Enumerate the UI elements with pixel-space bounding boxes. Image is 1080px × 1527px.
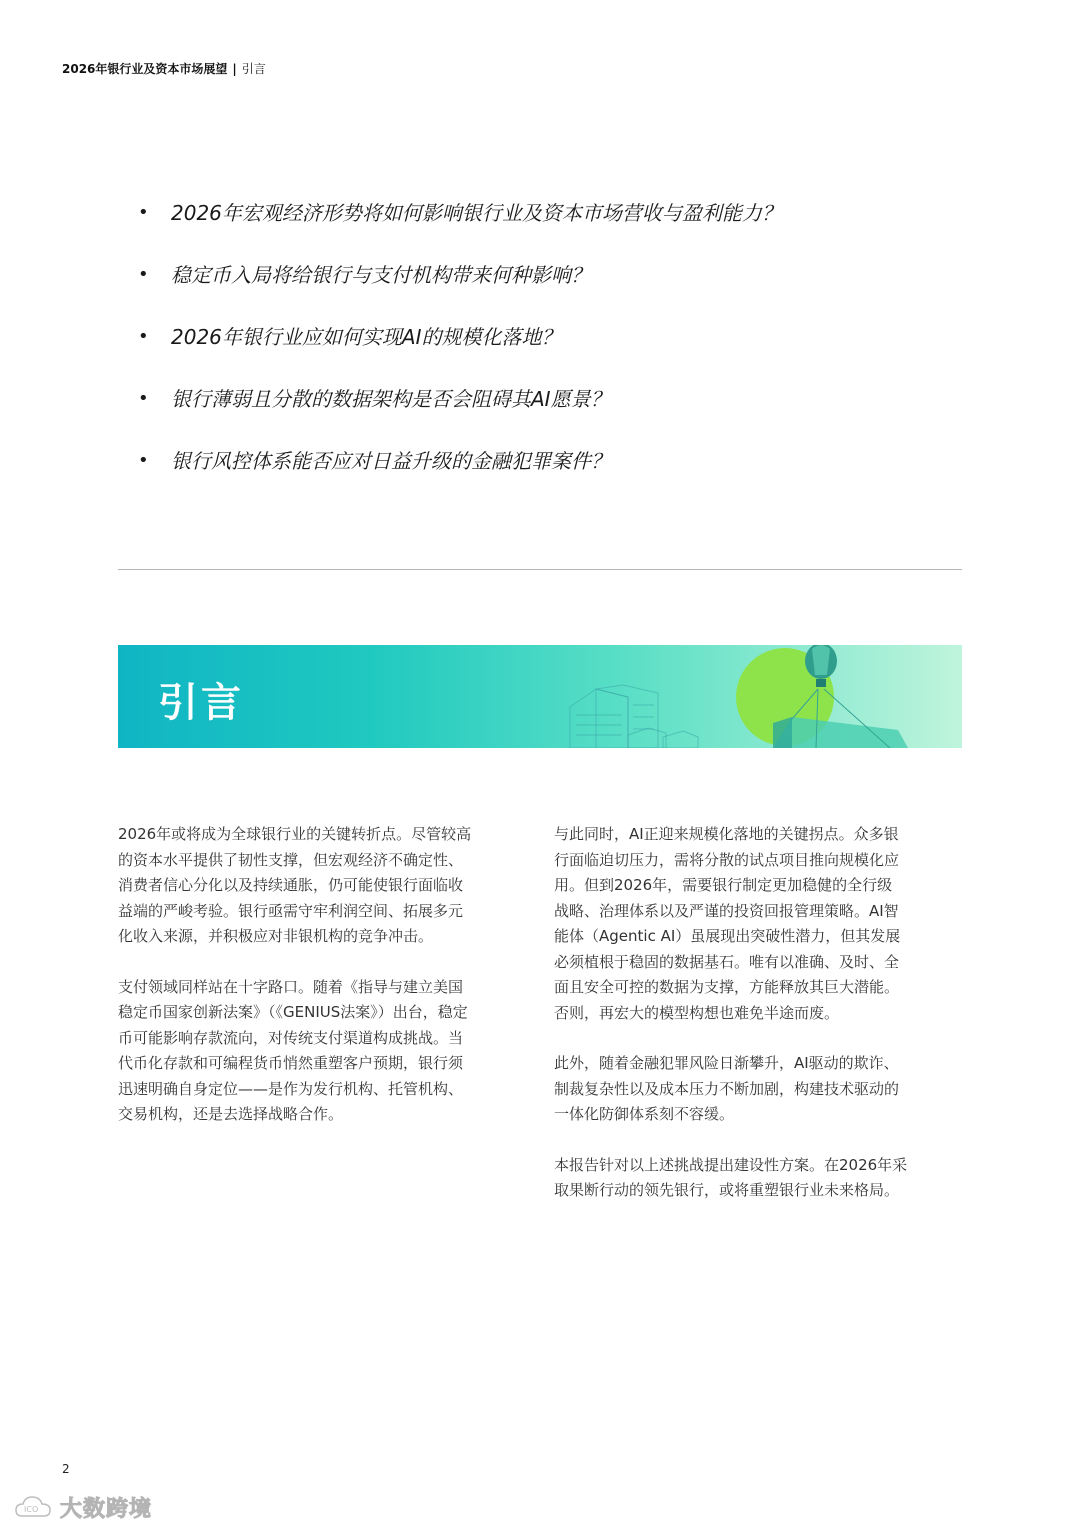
text-line: 战略、治理体系以及严谨的投资回报管理策略。AI智	[554, 901, 899, 920]
building-outline	[628, 728, 666, 748]
right-text-column	[554, 822, 959, 1229]
text-line: 与此同时，AI正迎来规模化落地的关键拐点。众多银	[554, 825, 899, 843]
question-item	[138, 258, 938, 320]
bullet: •	[138, 202, 149, 223]
question-text: 银行风控体系能否应对日益升级的金融犯罪案件？	[171, 449, 611, 473]
text-line: 面且安全可控的数据为支撑，方能释放其巨大潜能。	[554, 978, 900, 996]
banner-title: 引言	[158, 680, 244, 726]
text-line: 2026年或将成为全球银行业的关键转折点。尽管较高	[118, 825, 472, 843]
building-outline	[570, 689, 628, 748]
paragraph	[118, 975, 528, 1128]
text-line: 迅速明确自身定位——是作为发行机构、托管机构、	[118, 1079, 464, 1098]
page-number: 2	[62, 1462, 70, 1476]
text-line: 支付领域同样站在十字路口。随着《指导与建立美国	[118, 977, 464, 996]
paragraph	[118, 822, 528, 950]
text-line: 能体（Agentic AI）虽展现出突破性潜力，但其发展	[554, 927, 901, 945]
text-line: 行面临迫切压力，需将分散的试点项目推向规模化应	[554, 850, 900, 869]
question-item	[138, 320, 938, 382]
question-text: 2026年银行业应如何实现AI的规模化落地？	[171, 325, 562, 349]
text-line: 必须植根于稳固的数据基石。唯有以准确、及时、全	[554, 952, 900, 971]
key-questions-list	[138, 196, 938, 506]
left-text-column	[118, 822, 528, 1153]
header-separator: |	[232, 62, 237, 76]
running-header	[62, 60, 266, 77]
text-line: 取果断行动的领先银行，或将重塑银行业未来格局。	[554, 1181, 900, 1199]
platform-shape	[773, 717, 908, 748]
text-line: 交易机构，还是去选择战略合作。	[118, 1105, 344, 1123]
text-line: 化收入来源，并积极应对非银机构的竞争冲击。	[118, 927, 434, 945]
text-line: 用。但到2026年，需要银行制定更加稳健的全行级	[554, 876, 893, 894]
question-item	[138, 382, 938, 444]
question-item	[138, 444, 938, 506]
section-banner	[118, 645, 962, 748]
question-text: 稳定币入局将给银行与支付机构带来何种影响？	[171, 263, 591, 287]
text-line: 消费者信心分化以及持续通胀，仍可能使银行面临收	[118, 876, 464, 894]
text-line: 币可能影响存款流向，对传统支付渠道构成挑战。当	[118, 1028, 464, 1047]
text-line: 的资本水平提供了韧性支撑，但宏观经济不确定性、	[118, 850, 464, 869]
report-title: 2026年银行业及资本市场展望	[62, 62, 228, 76]
bullet: •	[138, 326, 149, 347]
text-line: 本报告针对以上述挑战提出建设性方案。在2026年采	[554, 1155, 908, 1174]
text-line: 益端的严峻考验。银行亟需守牢利润空间、拓展多元	[118, 901, 464, 920]
paragraph	[554, 822, 959, 1026]
text-line: 一体化防御体系刻不容缓。	[554, 1105, 735, 1123]
paragraph	[554, 1153, 959, 1204]
cloud-logo-icon	[14, 1492, 54, 1522]
text-line: 制裁复杂性以及成本压力不断加剧，构建技术驱动的	[554, 1079, 900, 1098]
bullet: •	[138, 264, 149, 285]
text-line: 否则，再宏大的模型构想也难免半途而废。	[554, 1003, 840, 1022]
question-text: 2026年宏观经济形势将如何影响银行业及资本市场营收与盈利能力？	[171, 201, 782, 225]
bullet: •	[138, 388, 149, 409]
section-name: 引言	[241, 62, 266, 76]
svg-text:ICO: ICO	[24, 1505, 39, 1514]
paragraph	[554, 1051, 959, 1128]
text-line: 代币化存款和可编程货币悄然重塑客户预期，银行须	[118, 1054, 464, 1072]
text-line: 此外，随着金融犯罪风险日渐攀升，AI驱动的欺诈、	[554, 1054, 899, 1072]
watermark-text: 大数跨境	[60, 1496, 153, 1522]
watermark	[14, 1490, 152, 1524]
banner-illustration	[118, 645, 962, 748]
text-line: 稳定币国家创新法案》（《GENIUS法案》）出台，稳定	[118, 1003, 468, 1021]
bullet: •	[138, 450, 149, 471]
question-item	[138, 196, 938, 258]
building-outline	[663, 731, 698, 748]
section-divider	[118, 569, 962, 570]
question-text: 银行薄弱且分散的数据架构是否会阻碍其AI愿景？	[171, 387, 611, 411]
